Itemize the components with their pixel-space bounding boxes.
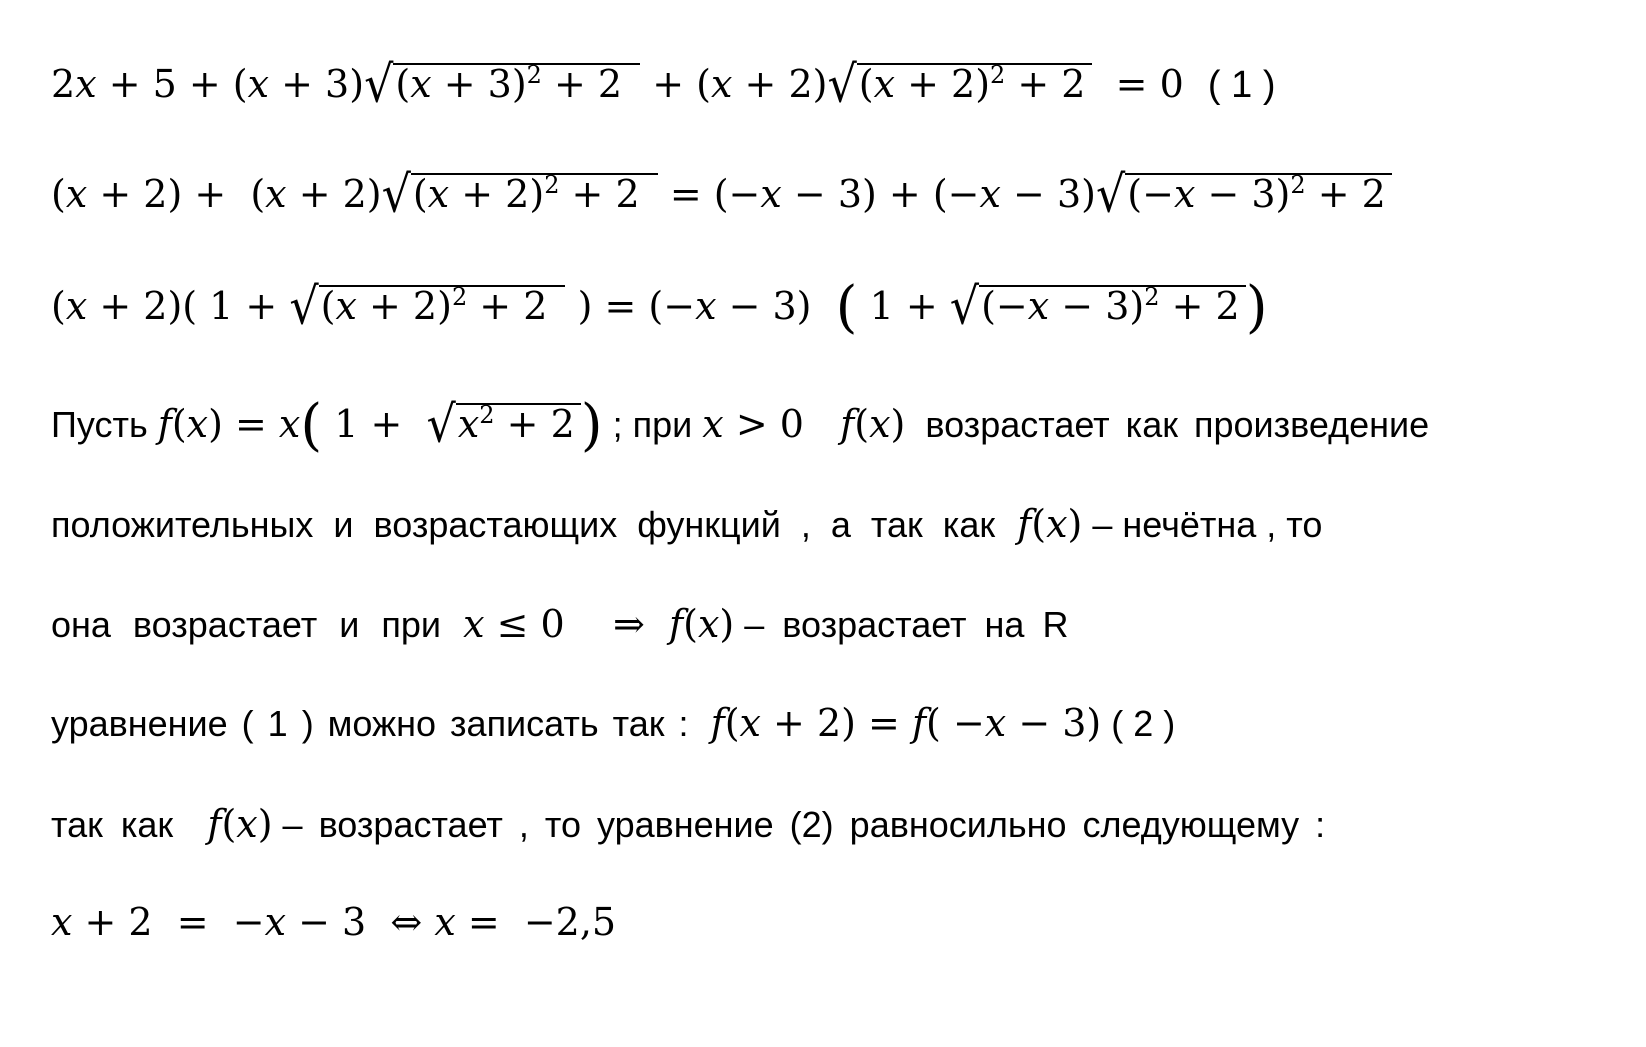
increases-product-text: возрастает как произведение — [925, 404, 1430, 445]
text-line-8: так как f(x) – возрастает , то уравнение (2) равносильно следующему : — [51, 802, 1326, 846]
equation-2: $(x + 2) + (x + 2)√(x + 2)^2 + 2 = (-x - 3) + (-x - 3)√(-x - 3)^2 + 2$ — [51, 168, 1392, 215]
line8a-text: так как — [51, 804, 174, 845]
definition-line: Пусть f(x) = x( $1 + √x^2 + 2$ ) ; при x > 0 f(x) возрастает как произведение — [51, 393, 1430, 458]
final-equation: x + 2 = −x − 3 ⇔ x = −2,5 — [51, 900, 617, 944]
sqrt-5: $√(x + 2)^2 + 2$ — [289, 280, 565, 327]
sqrt-6: $√(-x - 3)^2 + 2$ — [950, 280, 1246, 327]
sqrt-4: $√(-x - 3)^2 + 2$ — [1096, 168, 1392, 215]
sqrt-2: $√(x + 2)^2 + 2$ — [827, 58, 1091, 105]
line6a-text: она возрастает и при — [51, 604, 441, 645]
semicolon-when: ; при — [612, 404, 693, 445]
text-line-6: она возрастает и при x ≤ 0 ⇒ f(x) – возрастает на R — [51, 602, 1069, 646]
sqrt-1: $√(x + 3)^2 + 2$ — [364, 58, 640, 105]
line6b-text: – возрастает на R — [744, 604, 1069, 645]
eq-label-2: ( 2 ) — [1111, 703, 1176, 744]
odd-then-text: – нечётна , то — [1092, 504, 1323, 545]
equation-1: $2x + 5 + (x + 3)√(x + 3)^2 + 2 + (x + 2)√(x + 2)^2 + 2 = 0$ ( 1 ) — [51, 54, 1276, 114]
sqrt-3: $√(x + 2)^2 + 2$ — [382, 168, 658, 215]
equation-3: (x + 2)( $1 + √(x + 2)^2 + 2$ ) = (−x − 3) ( $1 + √(-x - 3)^2 + 2$ ) — [51, 275, 1268, 340]
let-word: Пусть — [51, 404, 148, 445]
line5-text: положительных и возрастающих функций , а так как — [51, 504, 996, 545]
text-line-7: уравнение ( 1 ) можно записать так : f(x + 2) = f( −x − 3) ( 2 ) — [51, 701, 1176, 745]
line8b-text: – возрастает , то уравнение (2) равносильно следующему : — [282, 804, 1326, 845]
sqrt-7: $√x^2 + 2$ — [427, 398, 581, 445]
text-line-5: положительных и возрастающих функций , а так как f(x) – нечётна , то — [51, 502, 1323, 546]
line7a-text: уравнение ( 1 ) можно записать так : — [51, 703, 689, 744]
